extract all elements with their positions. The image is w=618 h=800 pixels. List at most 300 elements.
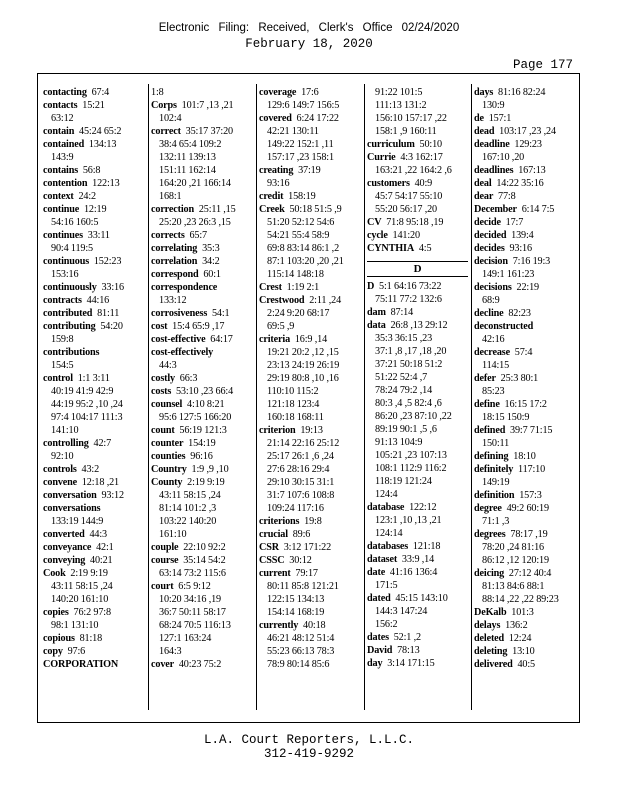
index-term: correlation (151, 256, 198, 267)
index-continuation (151, 502, 258, 515)
index-column-4 (367, 86, 468, 716)
index-continuation (151, 593, 258, 606)
index-continuation (43, 359, 148, 372)
index-column-5 (474, 86, 577, 716)
index-continuation (367, 371, 468, 384)
page-references: 115:14 148:18 (267, 269, 324, 280)
page-references: 93:16 (267, 178, 290, 189)
page-references: 3:12 171:22 (283, 542, 332, 553)
index-entry (151, 580, 258, 593)
index-entry (43, 489, 148, 502)
index-term: creating (259, 165, 294, 176)
page-references: 81:11 (97, 308, 120, 319)
index-term: cover (151, 659, 175, 670)
page-references: 130:9 (482, 100, 505, 111)
index-term: curriculum (367, 139, 415, 150)
index-term: decision (474, 256, 508, 267)
index-continuation (259, 489, 366, 502)
index-entry (367, 177, 468, 190)
page-references: 97:6 (67, 646, 86, 657)
index-continuation (367, 293, 468, 306)
page-references: 164:20 ,21 166:14 (159, 178, 231, 189)
index-entry (43, 86, 148, 99)
index-continuation (367, 384, 468, 397)
page-references: 157:1 (488, 113, 512, 124)
index-entry (259, 190, 366, 203)
index-continuation (367, 579, 468, 592)
index-continuation (151, 294, 258, 307)
index-continuation (151, 177, 258, 190)
page-references: 108:1 112:9 116:2 (375, 463, 447, 474)
index-term: degree (474, 503, 502, 514)
index-entry (367, 319, 468, 332)
page-references: 89:6 (292, 529, 311, 540)
index-continuation (367, 423, 468, 436)
index-continuation (151, 619, 258, 632)
page-references: 34:2 (202, 256, 220, 267)
index-continuation (259, 658, 366, 671)
page-references: 57:4 (514, 347, 533, 358)
index-term: costs (151, 386, 172, 397)
page-references: 98:1 131:10 (51, 620, 99, 631)
index-entry (259, 164, 366, 177)
index-term: cost-effective (151, 334, 206, 345)
index-term: dates (367, 632, 389, 643)
index-term: covered (259, 113, 292, 124)
index-term: dated (367, 593, 391, 604)
page-references: 18:15 150:9 (482, 412, 530, 423)
index-term: counter (151, 438, 184, 449)
page-references: 40:23 75:2 (178, 659, 222, 670)
index-entry (474, 86, 577, 99)
index-continuation (259, 242, 366, 255)
page-references: 88:14 ,22 ,22 89:23 (482, 594, 559, 605)
index-continuation (43, 515, 148, 528)
index-entry (151, 255, 258, 268)
page-references: 45:15 143:10 (395, 593, 448, 604)
index-entry (474, 424, 577, 437)
index-entry (367, 280, 468, 293)
page-references: 81:18 (79, 633, 103, 644)
page-references: 144:3 147:24 (375, 606, 428, 617)
index-continuation (259, 411, 366, 424)
index-continuation (367, 190, 468, 203)
index-term: CV (367, 217, 382, 228)
index-term: defining (474, 451, 509, 462)
page-references: 41:16 136:4 (389, 567, 438, 578)
index-term: course (151, 555, 179, 566)
page-references: 141:20 (392, 230, 420, 241)
index-entry (43, 190, 148, 203)
page-references: 17:7 (505, 217, 524, 228)
page-references: 37:19 (298, 165, 321, 176)
page-references: 2:19 9:19 (187, 477, 225, 488)
page-references: 1:1 3:11 (77, 373, 110, 384)
index-continuation (43, 593, 148, 606)
index-term: deadlines (474, 165, 514, 176)
page-references: 1:9 ,9 ,10 (191, 464, 229, 475)
index-entry (474, 606, 577, 619)
index-continuation (474, 437, 577, 450)
index-entry (151, 424, 258, 437)
index-term: DeKalb (474, 607, 507, 618)
index-entry (474, 502, 577, 515)
page-references: 12:24 (508, 633, 532, 644)
index-term: definition (474, 490, 515, 501)
page-references: 3:14 171:15 (387, 658, 435, 669)
index-term: conveyance (43, 542, 92, 553)
index-entry (151, 385, 258, 398)
page-references: 122:15 134:13 (267, 594, 325, 605)
index-continuation (259, 255, 366, 268)
page-references: 139:4 (511, 230, 534, 241)
page-references: 159:8 (51, 334, 74, 345)
page-references: 42:7 (93, 438, 112, 449)
page-references: 129:6 149:7 156:5 (267, 100, 340, 111)
page-references: 14:22 35:16 (496, 178, 544, 189)
page-references: 37:21 50:18 51:2 (375, 359, 443, 370)
index-term: correction (151, 204, 195, 215)
page-references: 81:14 101:2 ,3 (159, 503, 217, 514)
page-references: 78:24 79:2 ,14 (375, 385, 433, 396)
page-references: 96:16 (190, 451, 213, 462)
page-references: 157:17 ,23 158:1 (267, 152, 334, 163)
index-entry (43, 229, 148, 242)
index-term: CYNTHIA (367, 243, 415, 254)
page-references: 22:10 92:2 (183, 542, 226, 553)
page-references: 44:19 95:2 ,10 ,24 (51, 399, 123, 410)
index-entry (259, 515, 366, 528)
page-references: 150:11 (482, 438, 510, 449)
page-references: 37:1 ,8 ,17 ,18 ,20 (375, 346, 447, 357)
index-term: continue (43, 204, 80, 215)
index-entry (43, 463, 148, 476)
index-continuation (367, 410, 468, 423)
index-term: Country (151, 464, 187, 475)
page-references: 133:12 (159, 295, 187, 306)
index-continuation (151, 411, 258, 424)
page-references: 68:24 70:5 116:13 (159, 620, 231, 631)
index-continuation (367, 99, 468, 112)
index-entry (474, 320, 577, 333)
index-continuation (259, 307, 366, 320)
page-references: 89:19 90:1 ,5 ,6 (375, 424, 437, 435)
page-references: 7:16 19:3 (512, 256, 551, 267)
page-references: 52:1 ,2 (393, 632, 421, 643)
index-term: copy (43, 646, 63, 657)
index-page-box (37, 73, 580, 723)
index-entry (43, 346, 148, 359)
page-references: 6:5 9:12 (178, 581, 211, 592)
page-references: 2:19 9:19 (70, 568, 108, 579)
page-references: 156:10 157:17 ,22 (375, 113, 447, 124)
index-term: cost-effectively (151, 347, 214, 358)
index-term: criterion (259, 425, 296, 436)
index-entry (43, 567, 148, 580)
page-references: 29:10 30:15 31:1 (267, 477, 335, 488)
index-entry (367, 306, 468, 319)
page-references: 45:24 65:2 (79, 126, 122, 137)
index-entry (151, 658, 258, 671)
page-references: 158:1 ,9 160:11 (375, 126, 437, 137)
index-entry (151, 320, 258, 333)
index-continuation (474, 411, 577, 424)
page-references: 54:16 160:5 (51, 217, 99, 228)
index-entry (43, 476, 148, 489)
page-references: 151:11 162:14 (159, 165, 216, 176)
index-term: D (367, 281, 375, 292)
index-term: dear (474, 191, 494, 202)
page-references: 29:19 80:8 ,10 ,16 (267, 373, 339, 384)
page-references: 21:14 22:16 25:12 (267, 438, 340, 449)
page-references: 143:9 (51, 152, 74, 163)
page-references: 167:10 ,20 (482, 152, 525, 163)
index-continuation (259, 606, 366, 619)
page-references: 5:1 64:16 73:22 (379, 281, 442, 292)
index-continuation (151, 489, 258, 502)
index-entry (43, 138, 148, 151)
footer-company: L.A. Court Reporters, L.L.C. (203, 733, 415, 747)
index-term: continuously (43, 282, 97, 293)
index-entry (151, 437, 258, 450)
index-term: contracts (43, 295, 82, 306)
page-references: 87:1 103:20 ,20 ,21 (267, 256, 344, 267)
index-term: counties (151, 451, 186, 462)
page-references: 122:13 (92, 178, 120, 189)
page-references: 54:20 (100, 321, 123, 332)
index-entry (43, 203, 148, 216)
index-continuation (259, 138, 366, 151)
index-term: contributing (43, 321, 96, 332)
index-entry (259, 333, 366, 346)
index-continuation (367, 488, 468, 501)
index-continuation (474, 294, 577, 307)
page-references: 50:10 (419, 139, 442, 150)
page-references: 17:6 (301, 87, 319, 98)
index-continuation (43, 333, 148, 346)
index-continuation (367, 332, 468, 345)
index-continuation (367, 605, 468, 618)
page-references: 157:3 (519, 490, 542, 501)
index-term: costly (151, 373, 175, 384)
index-entry (43, 606, 148, 619)
page-references: 53:10 ,23 66:4 (175, 386, 234, 397)
page-references: 101:7 ,13 ,21 (181, 100, 234, 111)
index-term: counsel (151, 399, 183, 410)
index-entry (43, 177, 148, 190)
index-continuation (259, 580, 366, 593)
index-term: Crest (259, 282, 282, 293)
index-entry (43, 541, 148, 554)
page-references: 105:21 ,23 107:13 (375, 450, 447, 461)
index-term: count (151, 425, 175, 436)
page-references: 40:9 (414, 178, 433, 189)
page-references: 81:16 82:24 (498, 87, 546, 98)
page-references: 42:1 (96, 542, 114, 553)
index-term: criteria (259, 334, 291, 345)
page-references: 43:2 (81, 464, 100, 475)
index-entry (151, 372, 258, 385)
index-continuation (367, 345, 468, 358)
index-continuation (367, 203, 468, 216)
page-references: 4:5 (418, 243, 432, 254)
page-references: 69:8 83:14 86:1 ,2 (267, 243, 340, 254)
index-term: deconstructed (474, 321, 534, 332)
index-column-3 (259, 86, 366, 716)
index-term: date (367, 567, 386, 578)
index-continuation (367, 449, 468, 462)
index-continuation (259, 632, 366, 645)
index-entry (43, 554, 148, 567)
page-references: 114:15 (482, 360, 510, 371)
index-term: David (367, 645, 393, 656)
index-term: corrosiveness (151, 308, 208, 319)
index-entry (474, 489, 577, 502)
index-term: convene (43, 477, 78, 488)
page-references: 103:17 ,23 ,24 (499, 126, 556, 137)
page-references: 19:8 (304, 516, 322, 527)
index-continuation (151, 112, 258, 125)
index-continuation (474, 99, 577, 112)
index-continuation (259, 151, 366, 164)
page-references: 154:19 (188, 438, 216, 449)
index-term: deal (474, 178, 492, 189)
index-term: decides (474, 243, 505, 254)
page-references: 103:22 140:20 (159, 516, 217, 527)
index-continuation (259, 346, 366, 359)
index-continuation (474, 541, 577, 554)
page-references: 63:12 (51, 113, 74, 124)
index-entry (474, 177, 577, 190)
index-term: contributed (43, 308, 93, 319)
index-term: contention (43, 178, 88, 189)
index-entry (474, 645, 577, 658)
index-entry (151, 99, 258, 112)
page-references: 33:16 (101, 282, 124, 293)
column-divider (256, 84, 257, 710)
index-term: days (474, 87, 494, 98)
index-entry (151, 450, 258, 463)
index-continuation (367, 397, 468, 410)
index-entry (259, 112, 366, 125)
index-entry (474, 138, 577, 151)
index-continuation (43, 411, 148, 424)
index-entry (474, 619, 577, 632)
index-entry (367, 553, 468, 566)
index-entry (43, 437, 148, 450)
index-term: controls (43, 464, 77, 475)
page-references: 26:8 ,13 29:12 (390, 320, 448, 331)
index-term: decisions (474, 282, 512, 293)
index-term: define (474, 399, 500, 410)
index-term: criterions (259, 516, 300, 527)
page-references: 12:18 ,21 (81, 477, 119, 488)
page-references: 50:18 51:5 ,9 (289, 204, 342, 215)
index-term: currently (259, 620, 299, 631)
index-entry (259, 424, 366, 437)
page-references: 18:10 (513, 451, 536, 462)
index-term: database (367, 502, 405, 513)
index-continuation (474, 268, 577, 281)
index-entry (43, 502, 148, 515)
index-continuation (151, 151, 258, 164)
index-term: deleting (474, 646, 508, 657)
page-references: 117:10 (518, 464, 546, 475)
index-entry (259, 203, 366, 216)
index-continuation (43, 242, 148, 255)
page-references: 110:10 115:2 (267, 386, 319, 397)
index-continuation (43, 580, 148, 593)
page-references: 76:2 97:8 (73, 607, 111, 618)
index-continuation (474, 580, 577, 593)
page-references: 167:13 (518, 165, 546, 176)
index-term: current (259, 568, 291, 579)
page-references: 140:20 161:10 (51, 594, 109, 605)
index-term: Cook (43, 568, 66, 579)
index-continuation (367, 618, 468, 631)
index-entry (43, 294, 148, 307)
index-term: delivered (474, 659, 513, 670)
index-continuation (151, 606, 258, 619)
page-references: 121:18 123:4 (267, 399, 320, 410)
index-term: Crestwood (259, 295, 305, 306)
page-references: 19:21 20:2 ,12 ,15 (267, 347, 339, 358)
index-entry (367, 216, 468, 229)
page-references: 1:8 (151, 87, 164, 98)
page-references: 6:14 7:5 (521, 204, 555, 215)
page-references: 78:20 ,24 81:16 (482, 542, 544, 553)
index-entry (474, 658, 577, 671)
index-entry (43, 320, 148, 333)
index-term: CSSC (259, 555, 285, 566)
page-references: 97:4 104:17 111:3 (51, 412, 123, 423)
index-entry (474, 632, 577, 645)
index-continuation (151, 359, 258, 372)
index-term: decide (474, 217, 501, 228)
index-term: customers (367, 178, 410, 189)
index-entry (151, 333, 258, 346)
page-references: 77:8 (498, 191, 516, 202)
index-continuation (474, 476, 577, 489)
page-references: 71:1 ,3 (482, 516, 510, 527)
index-term: coverage (259, 87, 297, 98)
index-term: decline (474, 308, 504, 319)
index-continuation (151, 86, 258, 99)
page-references: 67:4 (91, 87, 110, 98)
page-references: 124:14 (375, 528, 403, 539)
index-term: de (474, 113, 484, 124)
index-entry (259, 294, 366, 307)
index-term: day (367, 658, 383, 669)
page-references: 87:14 (390, 307, 414, 318)
page-references: 160:18 168:11 (267, 412, 324, 423)
page-references: 35:3 (202, 243, 220, 254)
page-references: 132:11 139:13 (159, 152, 216, 163)
index-continuation (151, 164, 258, 177)
index-continuation (259, 502, 366, 515)
index-entry (43, 164, 148, 177)
page-references: 161:10 (159, 529, 187, 540)
page-references: 15:21 (82, 100, 105, 111)
index-term: court (151, 581, 174, 592)
index-term: data (367, 320, 386, 331)
page-references: 23:13 24:19 26:19 (267, 360, 340, 371)
page-references: 93:16 (509, 243, 532, 254)
page-references: 42:16 (482, 334, 505, 345)
index-continuation (151, 567, 258, 580)
index-entry (474, 255, 577, 268)
index-continuation (151, 190, 258, 203)
